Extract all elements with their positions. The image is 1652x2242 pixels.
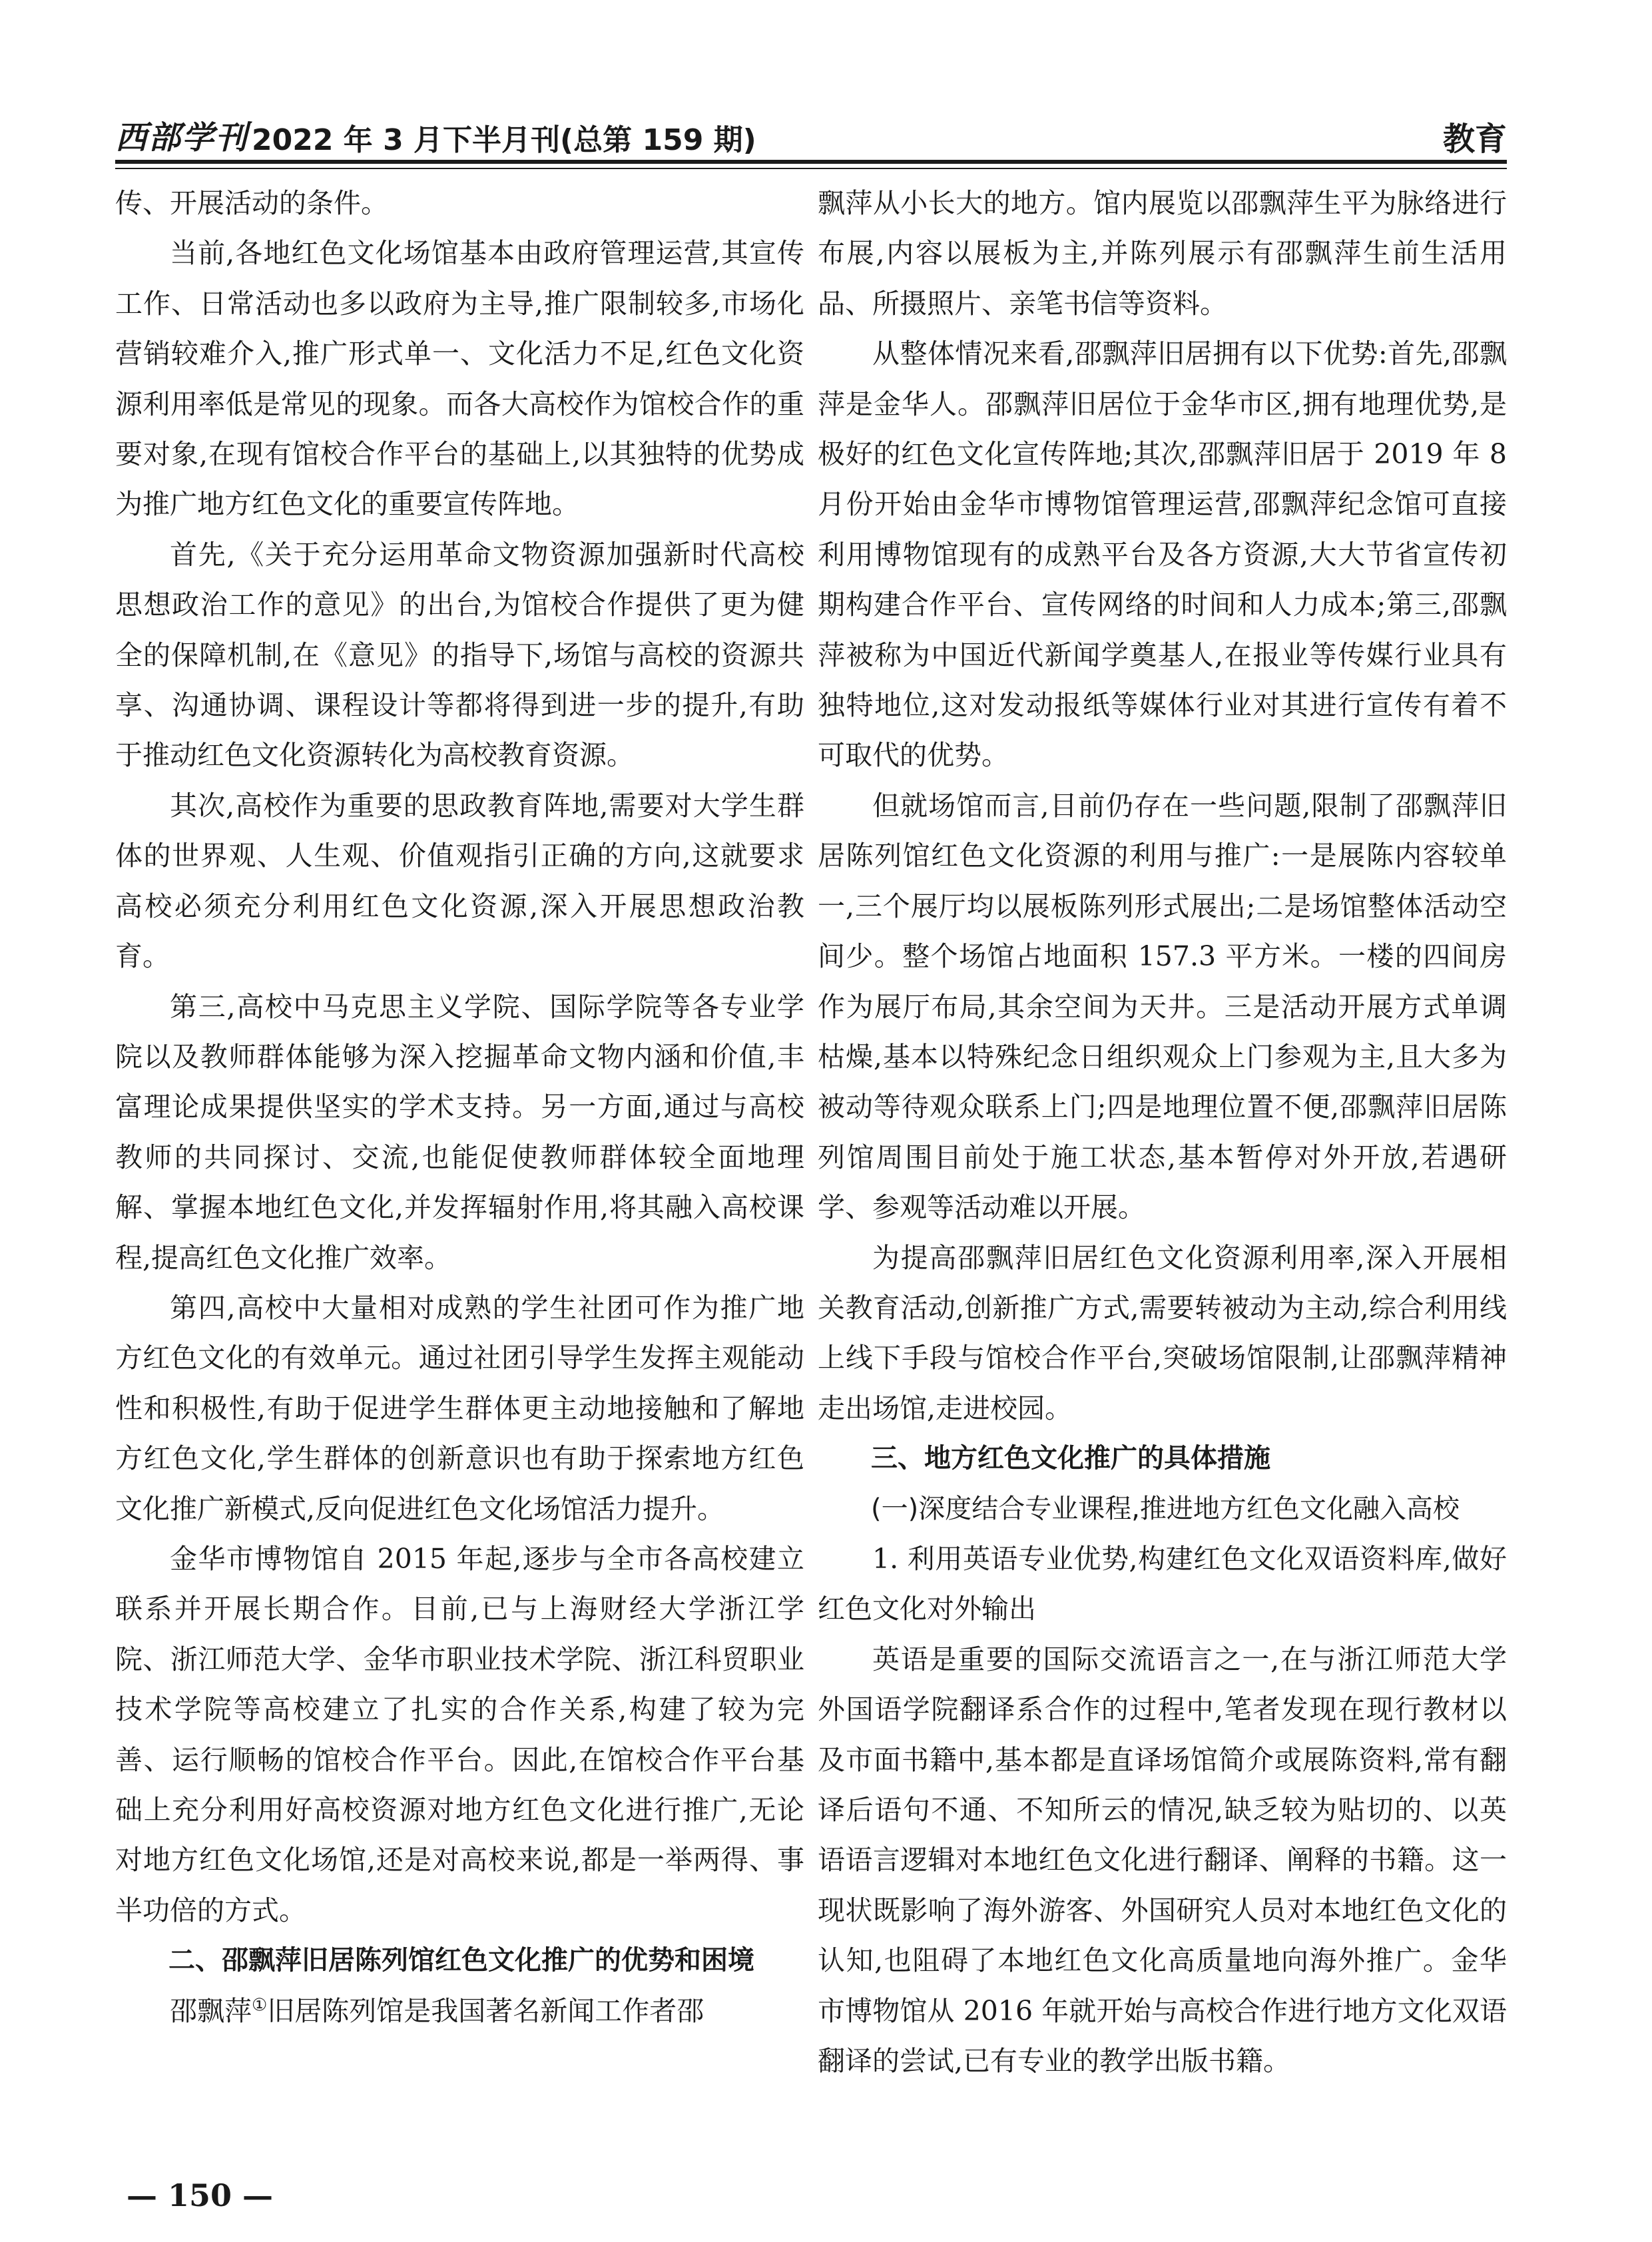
- paragraph: 首先,《关于充分运用革命文物资源加强新时代高校思想政治工作的意见》的出台,为馆校合作提供了更为健全的保障机制,在《意见》的指导下,场馆与高校的资源共享、沟通协调、课程设计等都将得到进一步的提升,有助于推动红色文化资源转化为高校教育资源。: [115, 538, 804, 772]
- right-column: [818, 178, 1507, 2086]
- paragraph: 邵飘萍①旧居陈列馆是我国著名新闻工作者邵: [170, 1994, 704, 2027]
- paragraph: 英语是重要的国际交流语言之一,在与浙江师范大学外国语学院翻译系合作的过程中,笔者发现在现行教材以及市面书籍中,基本都是直译场馆简介或展陈资料,常有翻译后语句不通、不知所云的情况,缺乏较为贴切的、以英语语言逻辑对本地红色文化进行翻译、阐释的书籍。这一现状既影响了海外游客、外国研究人员对本地红色文化的认知,也阻碍了本地红色文化高质量地向海外推广。金华市博物馆从 2016 年就开始与高校合作进行地方文化双语翻译的尝试,已有专业的教学出版书籍。: [818, 1643, 1507, 2078]
- paragraph: 金华市博物馆自 2015 年起,逐步与全市各高校建立联系并开展长期合作。目前,已与上海财经大学浙江学院、浙江师范大学、金华市职业技术学院、浙江科贸职业技术学院等高校建立了扎实的合作关系,构建了较为完善、运行顺畅的馆校合作平台。因此,在馆校合作平台基础上充分利用好高校资源对地方红色文化进行推广,无论对地方红色文化场馆,还是对高校来说,都是一举两得、事半功倍的方式。: [115, 1542, 804, 1926]
- paragraph: 从整体情况来看,邵飘萍旧居拥有以下优势:首先,邵飘萍是金华人。邵飘萍旧居位于金华市区,拥有地理优势,是极好的红色文化宣传阵地;其次,邵飘萍旧居于 2019 年 8 月份开始由金华市博物馆管理运营,邵飘萍纪念馆可直接利用博物馆现有的成熟平台及各方资源,大大节省宣传初期构建合作平台、宣传网络的时间和人力成本;第三,邵飘萍被称为中国近代新闻学奠基人,在报业等传媒行业具有独特地位,这对发动报纸等媒体行业对其进行宣传有着不可取代的优势。: [818, 338, 1507, 772]
- footnote-marker: ①: [252, 1994, 268, 2015]
- paragraph: 第三,高校中马克思主义学院、国际学院等各专业学院以及教师群体能够为深入挖掘革命文物内涵和价值,丰富理论成果提供坚实的学术支持。另一方面,通过与高校教师的共同探讨、交流,也能促使教师群体较全面地理解、掌握本地红色文化,并发挥辐射作用,将其融入高校课程,提高红色文化推广效率。: [115, 990, 804, 1274]
- section-heading: 三、地方红色文化推广的具体措施: [871, 1443, 1270, 1474]
- paragraph: 为提高邵飘萍旧居红色文化资源利用率,深入开展相关教育活动,创新推广方式,需要转被动为主动,综合利用线上线下手段与馆校合作平台,突破场馆限制,让邵飘萍精神走出场馆,走进校园。: [818, 1241, 1507, 1424]
- header-rule-thick: [115, 160, 1507, 164]
- paragraph: 第四,高校中大量相对成熟的学生社团可作为推广地方红色文化的有效单元。通过社团引导学生发挥主观能动性和积极性,有助于促进学生群体更主动地接触和了解地方红色文化,学生群体的创新意识也有助于探索地方红色文化推广新模式,反向促进红色文化场馆活力提升。: [115, 1291, 804, 1525]
- issue-info: 2022 年 3 月下半月刊(总第 159 期): [252, 123, 756, 157]
- section-label: 教育: [1442, 121, 1507, 158]
- paragraph: 其次,高校作为重要的思政教育阵地,需要对大学生群体的世界观、人生观、价值观指引正确的方向,这就要求高校必须充分利用红色文化资源,深入开展思想政治教育。: [115, 789, 804, 973]
- paragraph: 1. 利用英语专业优势,构建红色文化双语资料库,做好红色文化对外输出: [818, 1542, 1507, 1625]
- running-header: [115, 107, 1507, 166]
- paragraph: 飘萍从小长大的地方。馆内展览以邵飘萍生平为脉络进行布展,内容以展板为主,并陈列展示有邵飘萍生前生活用品、所摄照片、亲笔书信等资料。: [818, 187, 1507, 320]
- paragraph: 但就场馆而言,目前仍存在一些问题,限制了邵飘萍旧居陈列馆红色文化资源的利用与推广:一是展陈内容较单一,三个展厅均以展板陈列形式展出;二是场馆整体活动空间少。整个场馆占地面积 157.3 平方米。一楼的四间房作为展厅布局,其余空间为天井。三是活动开展方式单调枯燥,基本以特殊纪念日组织观众上门参观为主,且大多为被动等待观众联系上门;四是地理位置不便,邵飘萍旧居陈列馆周围目前处于施工状态,基本暂停对外开放,若遇研学、参观等活动难以开展。: [818, 789, 1507, 1224]
- page-number: — 150 —: [127, 2177, 274, 2213]
- paragraph: 当前,各地红色文化场馆基本由政府管理运营,其宣传工作、日常活动也多以政府为主导,推广限制较多,市场化营销较难介入,推广形式单一、文化活力不足,红色文化资源利用率低是常见的现象。而各大高校作为馆校合作的重要对象,在现有馆校合作平台的基础上,以其独特的优势成为推广地方红色文化的重要宣传阵地。: [115, 237, 804, 521]
- subsection-heading: (一)深度结合专业课程,推进地方红色文化融入高校: [871, 1493, 1460, 1524]
- paragraph: 传、开展活动的条件。: [115, 187, 388, 219]
- left-column: [115, 178, 804, 2036]
- journal-logo: 西部学刊: [115, 119, 249, 156]
- section-heading: 二、邵飘萍旧居陈列馆红色文化推广的优势和困境: [168, 1945, 754, 1976]
- header-rule-thin: [115, 168, 1507, 169]
